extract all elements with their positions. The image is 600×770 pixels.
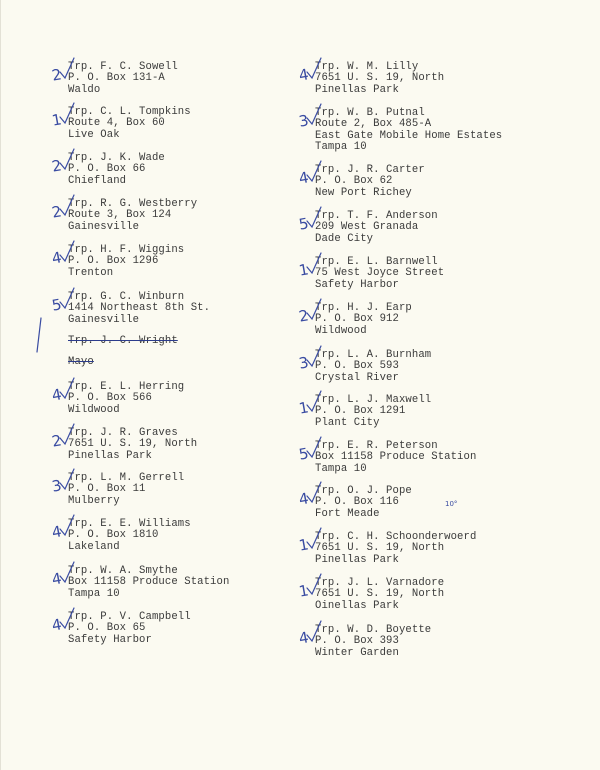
address-line: Tampa 10 bbox=[315, 141, 367, 154]
trooper-name: Trp. E. R. Peterson bbox=[315, 440, 438, 452]
handwritten-tally-mark: 4 bbox=[297, 65, 310, 85]
handwritten-tally-mark: 1 bbox=[297, 581, 310, 601]
handwritten-tally-mark: 2 bbox=[297, 306, 310, 326]
trooper-name: Trp. W. M. Lilly bbox=[315, 61, 419, 73]
address-line: 7651 U. S. 19, North bbox=[315, 588, 445, 601]
handwritten-tally-mark: 2 bbox=[50, 156, 63, 176]
trooper-name: Trp. L. M. Gerrell bbox=[68, 472, 185, 484]
trooper-name: Trp. P. V. Campbell bbox=[68, 611, 191, 623]
trooper-name: Trp. W. A. Smythe bbox=[68, 565, 178, 577]
address-entry bbox=[315, 165, 425, 199]
handwritten-tally-mark: 4 bbox=[297, 628, 310, 648]
address-line: Waldo bbox=[68, 83, 101, 96]
trooper-name: Trp. J. L. Varnadore bbox=[315, 577, 445, 589]
trooper-name: Trp. O. J. Pope bbox=[315, 485, 412, 497]
trooper-name: Trp. E. E. Williams bbox=[68, 518, 191, 530]
address-line: P. O. Box 566 bbox=[68, 392, 152, 405]
address-line: Crystal River bbox=[315, 371, 399, 384]
address-line: Chiefland bbox=[68, 174, 127, 187]
handwritten-tally-mark: 1 bbox=[50, 110, 63, 130]
handwritten-note: 10° bbox=[445, 500, 458, 508]
trooper-name: Trp. R. G. Westberry bbox=[68, 198, 198, 210]
address-line: P. O. Box 912 bbox=[315, 313, 399, 326]
address-line: East Gate Mobile Home Estates bbox=[315, 129, 503, 142]
address-line: P. O. Box 393 bbox=[315, 635, 399, 648]
address-line: Route 4, Box 60 bbox=[68, 117, 165, 130]
address-entry bbox=[315, 625, 431, 659]
address-line: 7651 U. S. 19, North bbox=[68, 438, 198, 451]
right-address-column bbox=[1, 0, 600, 770]
handwritten-tally-mark: 1 bbox=[297, 535, 310, 555]
address-line: Live Oak bbox=[68, 128, 120, 141]
address-line: Tampa 10 bbox=[68, 587, 120, 600]
handwritten-tally-mark: 2 bbox=[50, 431, 63, 451]
address-entry bbox=[315, 257, 444, 291]
address-line: Safety Harbor bbox=[68, 633, 152, 646]
address-entry bbox=[315, 578, 444, 612]
address-entry bbox=[315, 395, 431, 429]
address-entry bbox=[315, 211, 438, 245]
address-line: P. O. Box 1810 bbox=[68, 529, 159, 542]
address-line: 7651 U. S. 19, North bbox=[315, 542, 445, 555]
address-entry bbox=[315, 350, 431, 384]
trooper-name: Trp. E. L. Herring bbox=[68, 381, 185, 393]
address-line: Safety Harbor bbox=[315, 278, 399, 291]
address-entry bbox=[315, 532, 476, 566]
address-line: Lakeland bbox=[68, 540, 120, 553]
address-line: P. O. Box 1291 bbox=[315, 405, 406, 418]
handwritten-tally-mark: 4 bbox=[297, 168, 310, 188]
trooper-name: Trp. J. C. Wright bbox=[68, 335, 178, 347]
handwritten-tally-mark: 2 bbox=[50, 65, 63, 85]
address-line: Wildwood bbox=[315, 324, 367, 337]
address-line: New Port Richey bbox=[315, 186, 412, 199]
trooper-name: Trp. F. C. Sowell bbox=[68, 61, 178, 73]
address-line: Mulberry bbox=[68, 494, 120, 507]
handwritten-tally-mark: 5 bbox=[297, 214, 310, 234]
address-line: Mayo bbox=[68, 356, 94, 369]
address-line: Trenton bbox=[68, 266, 114, 279]
handwritten-tally-mark: 5 bbox=[50, 295, 63, 315]
address-line: Gainesville bbox=[68, 313, 140, 326]
handwritten-tally-mark: 3 bbox=[50, 476, 63, 496]
handwritten-tally-mark: 4 bbox=[50, 615, 63, 635]
address-line: P. O. Box 11 bbox=[68, 483, 146, 496]
trooper-name: Trp. C. L. Tompkins bbox=[68, 106, 191, 118]
trooper-name: Trp. J. R. Carter bbox=[315, 164, 425, 176]
address-line: Route 2, Box 485-A bbox=[315, 118, 432, 131]
handwritten-tally-mark: 3 bbox=[297, 353, 310, 373]
address-line: P. O. Box 62 bbox=[315, 175, 393, 188]
address-entry bbox=[315, 441, 476, 475]
trooper-name: Trp. J. R. Graves bbox=[68, 427, 178, 439]
address-line: 1414 Northeast 8th St. bbox=[68, 302, 211, 315]
address-line: P. O. Box 131-A bbox=[68, 72, 165, 85]
address-entry bbox=[315, 486, 412, 520]
address-line: Wildwood bbox=[68, 403, 120, 416]
handwritten-tally-mark: 5 bbox=[297, 444, 310, 464]
address-entry bbox=[315, 303, 412, 337]
handwritten-tally-mark: 1 bbox=[297, 398, 310, 418]
address-line: Oinellas Park bbox=[315, 599, 399, 612]
address-line: 7651 U. S. 19, North bbox=[315, 72, 445, 85]
address-line: Box 11158 Produce Station bbox=[68, 576, 230, 589]
trooper-name: Trp. G. C. Winburn bbox=[68, 291, 185, 303]
address-line: P. O. Box 1296 bbox=[68, 255, 159, 268]
handwritten-tally-mark: 4 bbox=[50, 248, 63, 268]
address-line: 209 West Granada bbox=[315, 221, 419, 234]
trooper-name: Trp. W. B. Putnal bbox=[315, 107, 425, 119]
address-line: Gainesville bbox=[68, 220, 140, 233]
trooper-name: Trp. C. H. Schoonderwoerd bbox=[315, 531, 477, 543]
trooper-name: Trp. W. D. Boyette bbox=[315, 624, 432, 636]
trooper-name: Trp. L. A. Burnham bbox=[315, 349, 432, 361]
address-line: 75 West Joyce Street bbox=[315, 267, 445, 280]
trooper-name: Trp. T. F. Anderson bbox=[315, 210, 438, 222]
address-line: Pinellas Park bbox=[315, 553, 399, 566]
handwritten-tally-mark: 2 bbox=[50, 202, 63, 222]
address-line: Dade City bbox=[315, 232, 374, 245]
handwritten-tally-mark: 3 bbox=[297, 111, 310, 131]
address-line: P. O. Box 593 bbox=[315, 360, 399, 373]
address-line: Plant City bbox=[315, 416, 380, 429]
trooper-name: Trp. E. L. Barnwell bbox=[315, 256, 438, 268]
handwritten-tally-mark: 1 bbox=[297, 260, 310, 280]
address-line: Fort Meade bbox=[315, 507, 380, 520]
trooper-name: Trp. L. J. Maxwell bbox=[315, 394, 432, 406]
address-entry bbox=[315, 108, 502, 154]
address-line: Route 3, Box 124 bbox=[68, 209, 172, 222]
handwritten-tally-mark: 4 bbox=[50, 522, 63, 542]
address-line: Pinellas Park bbox=[315, 83, 399, 96]
trooper-name: Trp. H. F. Wiggins bbox=[68, 244, 185, 256]
trooper-name: Trp. H. J. Earp bbox=[315, 302, 412, 314]
address-entry bbox=[315, 62, 444, 96]
address-line: Winter Garden bbox=[315, 646, 399, 659]
address-line: Box 11158 Produce Station bbox=[315, 451, 477, 464]
handwritten-tally-mark: 4 bbox=[50, 569, 63, 589]
address-line: P. O. Box 66 bbox=[68, 163, 146, 176]
handwritten-tally-mark: 4 bbox=[297, 489, 310, 509]
handwritten-tally-mark: 4 bbox=[50, 385, 63, 405]
trooper-name: Trp. J. K. Wade bbox=[68, 152, 165, 164]
address-line: P. O. Box 116 bbox=[315, 496, 399, 509]
address-line: Pinellas Park bbox=[68, 449, 152, 462]
address-line: P. O. Box 65 bbox=[68, 622, 146, 635]
address-line: Tampa 10 bbox=[315, 462, 367, 475]
